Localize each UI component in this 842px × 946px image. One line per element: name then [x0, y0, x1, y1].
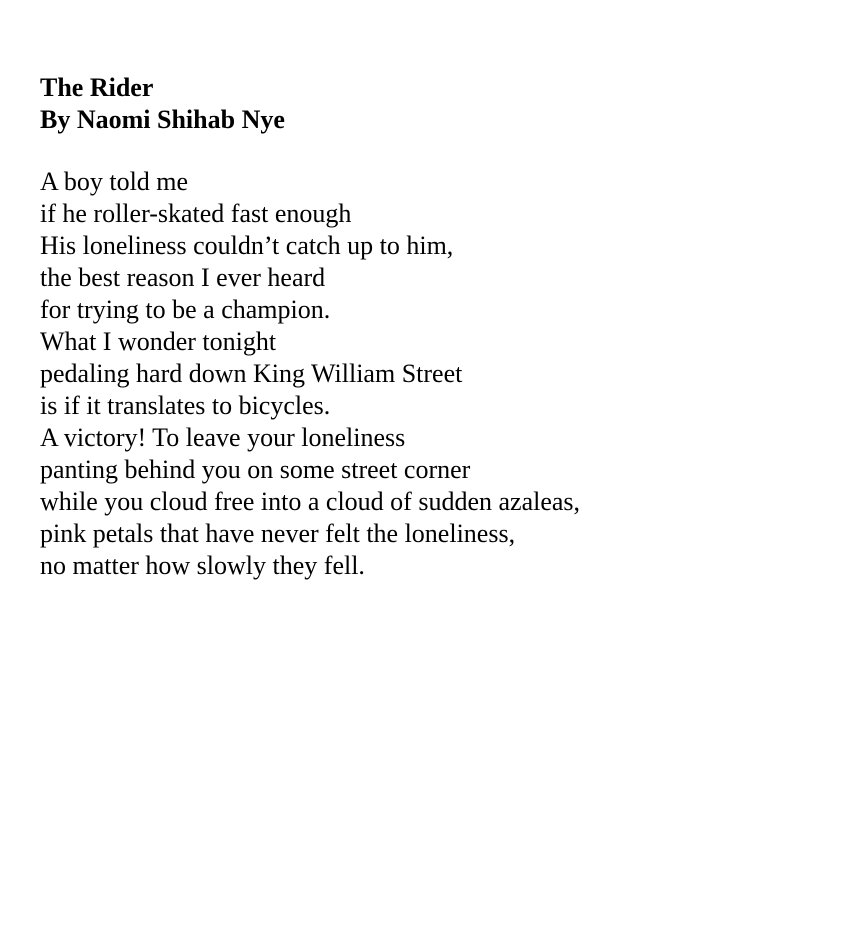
poem-line: while you cloud free into a cloud of sudden azaleas,: [40, 487, 581, 516]
poem-line: pink petals that have never felt the loneliness,: [40, 519, 516, 548]
poem-line: no matter how slowly they fell.: [40, 551, 365, 580]
poem-byline: By Naomi Shihab Nye: [40, 105, 285, 134]
poem-line: the best reason I ever heard: [40, 263, 326, 292]
poem-line: A victory! To leave your loneliness: [40, 423, 406, 452]
poem-heading: [40, 72, 820, 136]
poem-line: for trying to be a champion.: [40, 295, 331, 324]
poem-document: [40, 72, 820, 582]
poem-line: panting behind you on some street corner: [40, 455, 471, 484]
poem-body: [40, 166, 820, 582]
poem-line: if he roller-skated fast enough: [40, 199, 352, 228]
poem-line: is if it translates to bicycles.: [40, 391, 331, 420]
poem-line: What I wonder tonight: [40, 327, 277, 356]
poem-line: pedaling hard down King William Street: [40, 359, 463, 388]
poem-line: His loneliness couldn’t catch up to him,: [40, 231, 454, 260]
poem-line: A boy told me: [40, 167, 189, 196]
poem-title: The Rider: [40, 73, 154, 102]
